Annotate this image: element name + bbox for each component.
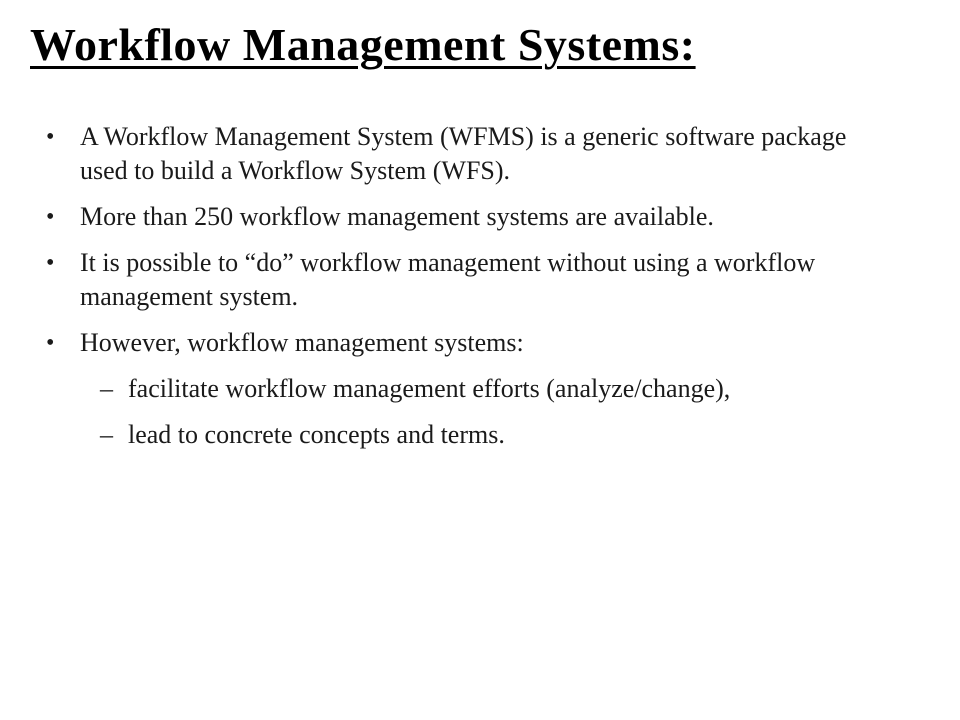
sub-bullet-text: facilitate workflow management efforts (analyze/change), [128, 374, 731, 403]
bullet-text: More than 250 workflow management systems are available. [80, 202, 714, 231]
sub-bullet-item [100, 372, 926, 406]
bullet-item [46, 326, 926, 360]
bullet-marker: • [46, 124, 55, 150]
slide-title: Workflow Management Systems: [30, 19, 696, 70]
bullet-item [46, 200, 926, 234]
sub-bullet-text: lead to concrete concepts and terms. [128, 420, 505, 449]
sub-bullet-item [100, 418, 926, 452]
bullet-text: It is possible to “do” workflow management without using a workflow management system. [80, 248, 816, 311]
bullet-marker: • [46, 330, 55, 356]
dash-marker: – [100, 420, 113, 449]
bullet-text: A Workflow Management System (WFMS) is a generic software package used to build a Workflow System (WFS). [80, 122, 847, 185]
bullet-marker: • [46, 204, 55, 230]
bullet-item [46, 246, 926, 314]
bullet-list [46, 120, 926, 464]
bullet-item [46, 120, 926, 188]
bullet-text: However, workflow management systems: [80, 328, 524, 357]
dash-marker: – [100, 374, 113, 403]
bullet-marker: • [46, 250, 55, 276]
